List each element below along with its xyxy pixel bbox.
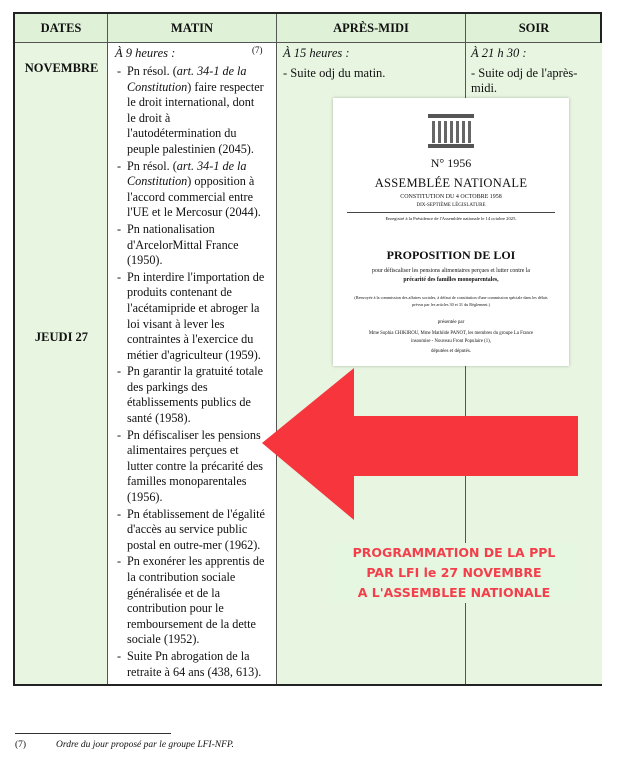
agenda-item: - Pn résol. (art. 34-1 de la Constitution) opposition à l'accord commercial entre l'UE et le Mercosur (2044). [117,158,261,220]
deputies-line: députées et députés. [430,349,472,354]
agenda-item: - Pn interdire l'importation de produits contenant de l'acétamipride et abroger la loi visant à lever les contraintes à l'exercice du métier d'agriculteur (1959). [117,269,265,362]
agenda-item: - Pn nationalisation d'ArcelorMittal France (1950). [117,221,239,268]
header-matin: MATIN [170,21,214,35]
column-divider [276,14,277,684]
authors-line1: Mme Sophia CHIKIROU, Mme Mathilde PANOT, les membres du groupe La France [368,331,534,336]
assembly-building-icon [426,110,476,150]
column-divider [107,14,108,684]
bill-type: PROPOSITION DE LOI [386,248,516,262]
footnote-number: (7) [15,740,27,750]
agenda-item: - Suite Pn abrogation de la retraite à 64 ans (438, 613). [117,648,262,679]
dates-column-bg [15,43,107,684]
agenda-item-highlighted: - Pn défiscaliser les pensions alimentaires perçues et lutter contre la précarité des familles monoparentales (1956). [117,427,264,505]
footnote-divider [15,733,171,734]
referral-line2: prévus par les articles 30 et 31 du Règlement.) [412,302,490,307]
constitution-line: CONSTITUTION DU 4 OCTOBRE 1958 [400,194,502,200]
agenda-item: - Pn exonérer les apprentis de la contribution sociale généralisée et de la contribution pour le remboursement de la dette sociale (1952). [117,554,265,647]
divider [347,212,555,213]
referral-line1: (Renvoyée à la commission des affaires sociales, à défaut de constitution d'une commission spéciale dans les délais [354,295,548,300]
bill-document-thumbnail [333,98,569,366]
red-arrow-icon [262,368,580,528]
header-dates: DATES [40,21,82,35]
matin-agenda-list [115,64,265,680]
apres-midi-text: - Suite odj du matin. [283,66,386,80]
header-apres-midi: APRÈS-MIDI [333,21,409,35]
agenda-item: - Pn résol. (art. 34-1 de la Constitution) faire respecter le droit international, dont le droit à l'autodétermination du peuple palestinien (2045). [117,64,264,156]
bill-subject-line1: pour défiscaliser les pensions alimentaires perçues et lutter contre la [372,268,530,274]
callout-line: PAR LFI le 27 NOVEMBRE [366,565,542,580]
day-label: JEUDI 27 [34,330,89,344]
authors-line2: insoumise - Nouveau Front Populaire (1), [411,339,491,344]
header-soir: SOIR [518,21,550,35]
assembly-title: ASSEMBLÉE NATIONALE [374,176,528,190]
agenda-item: - Pn établissement de l'égalité d'accès au service public postal en outre-mer (1962). [117,506,265,552]
matin-time: À 9 heures : [115,46,176,60]
apres-midi-time: À 15 heures : [283,46,350,60]
callout-line: PROGRAMMATION DE LA PPL [352,545,556,560]
table-header [15,14,600,43]
agenda-item: - Pn garantir la gratuité totale des parkings des établissements publics de santé (1958). [117,364,264,426]
footnote-ref: (7) [252,45,263,55]
callout-line: A L'ASSEMBLEE NATIONALE [357,585,551,600]
soir-time: À 21 h 30 : [471,46,527,60]
arrow-shape [262,368,578,520]
callout-annotation [330,543,578,603]
month-label: NOVEMBRE [24,61,99,75]
registration-line: Enregistré à la Présidence de l'Assemblée nationale le 14 octobre 2025. [385,216,517,221]
bill-number: N° 1956 [430,156,472,170]
legislature-line: DIX-SEPTIÈME LÉGISLATURE [416,203,486,208]
soir-text: - Suite odj de l'après-midi. [471,66,578,95]
bill-subject-line2: précarité des familles monoparentales, [403,277,499,283]
presented-by: présentée par [437,320,465,325]
footnote-text: Ordre du jour proposé par le groupe LFI-NFP. [56,740,234,750]
